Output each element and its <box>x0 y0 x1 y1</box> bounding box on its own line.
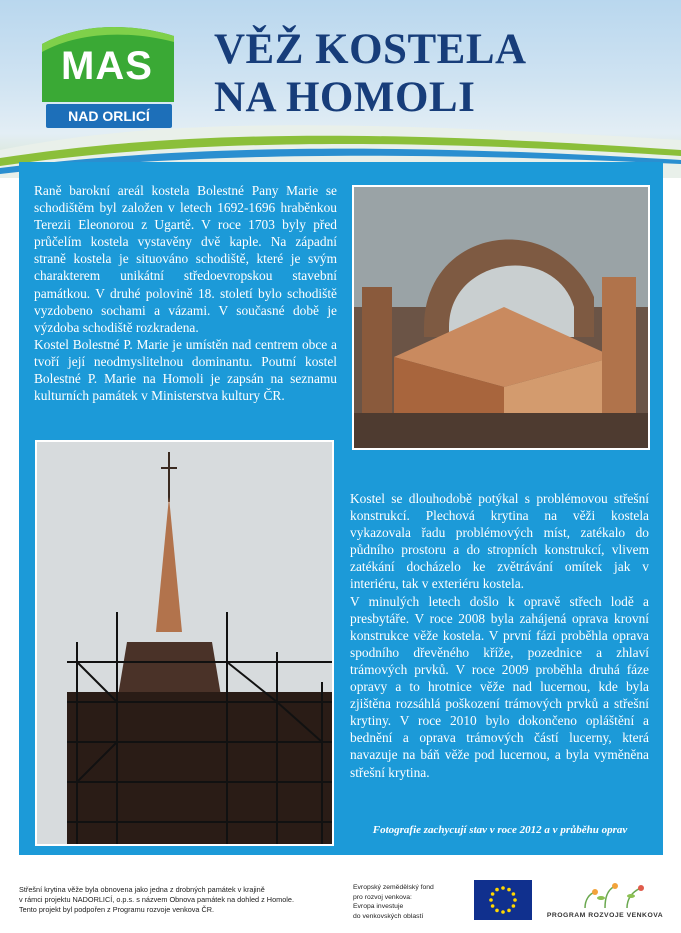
prv-sprouts <box>545 878 665 912</box>
title-line-2: NA HOMOLI <box>214 74 476 121</box>
logo-sub-text: NAD ORLICÍ <box>46 104 172 128</box>
page-title <box>214 26 654 122</box>
fund-line: do venkovských oblastí <box>353 912 424 920</box>
fund-line: pro rozvoj venkova: <box>353 893 412 901</box>
header <box>0 0 681 178</box>
eu-stars <box>474 880 532 920</box>
footer-note <box>19 885 339 915</box>
fund-line: Evropa investuje <box>353 903 404 910</box>
intro-paragraph: Kostel Bolestné P. Marie je umístěn nad centrem obce a tvoří její neodmyslitelnou dominantu. Poutní kostel Bolestné P. Marie na Homoli je zapsán na seznamu kulturních památek v Ministerstva kultury ČR. <box>34 336 337 404</box>
footer-note-line: v rámci projektu NADORLICÍ, o.p.s. s názvem Obnova památek na dohled z Homole. <box>19 895 294 904</box>
intro-paragraph: Raně barokní areál kostela Bolestné Pany Marie se schodištěm byl založen v letech 1692-1696 hraběnkou Terezii Eleonorou z Ugartě. V roce 1703 byly před průčelím kostela vystavěny dvě kaple. Na západní straně kostela je situováno schodiště, které je svým charakterem unikátní středoevropskou stavební památkou. V druhé polovině 18. století bylo schodiště vyzdobeno sochami a vázami. V současné době je výzdoba schodiště rozkradena. <box>34 183 337 335</box>
photo-caption: Fotografie zachycují stav v roce 2012 a v průběhu oprav <box>372 824 628 836</box>
photo-tower-scaffolding <box>35 440 334 846</box>
title-line-1: VĚŽ KOSTELA <box>214 26 527 73</box>
repair-text <box>350 490 649 781</box>
logo-mas-text: MAS <box>61 44 153 88</box>
eu-fund-text <box>353 883 463 921</box>
repair-paragraph: Kostel se dlouhodobě potýkal s problémovou střešní konstrukcí. Plechová krytina na věži kostela vykazovala řadu problémových míst, zatékalo do půdního prostoru a do stropních konstrukcí, vlivem zatékání docházelo ke zvětrávání omítek jak v interiéru, tak v exteriéru kostela. <box>350 491 649 592</box>
eu-flag-icon <box>474 880 532 920</box>
intro-text <box>34 182 337 404</box>
repair-paragraph: V minulých letech došlo k opravě střech lodě a presbytáře. V roce 2008 byla zahájená oprava krovní konstrukce věže kostela. V první fázi proběhla oprava spodního dřevěného kříže, pozednice a zhlaví trámových prvků. V roce 2009 proběhla druhá fáze opravy a to hrotnice věže nad lucernou, kde byla zjištěna rozsáhlá poškození trámových prvků a střešní krytiny. V roce 2010 bylo dokončeno opláštění a bednění a oprava trámových částí lucerny, která navazuje na báň věže pod lucernou, a byla vyměněna střešní krytina. <box>350 593 649 780</box>
footer-note-line: Střešní krytina věže byla obnovena jako jedna z drobných památek v krajině <box>19 885 265 894</box>
mas-logo <box>38 22 178 124</box>
fund-line: Evropský zemědělský fond <box>353 884 434 891</box>
footer-note-line: Tento projekt byl podpořen z Programu rozvoje venkova ČR. <box>19 905 215 914</box>
prv-logo-icon <box>545 878 665 924</box>
content-panel <box>19 162 663 855</box>
tower-photo-illustration <box>37 442 332 844</box>
photo-roof-repair <box>352 185 650 450</box>
prv-label: PROGRAM ROZVOJE VENKOVA <box>546 912 664 919</box>
roof-photo-illustration <box>354 187 648 448</box>
